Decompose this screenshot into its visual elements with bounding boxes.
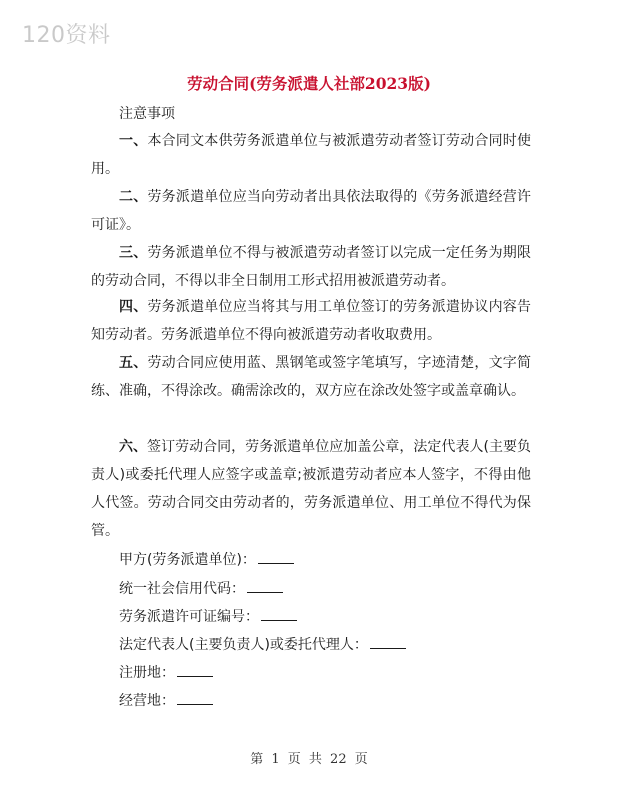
field-label: 甲方(劳务派遣单位)： (119, 552, 256, 568)
fill-blank[interactable] (258, 549, 294, 564)
field-label: 劳务派遣许可证编号： (119, 609, 259, 625)
watermark: 120资料 (22, 23, 111, 48)
note-text: 本合同文本供劳务派遣单位与被派遣劳动者签订劳动合同时使用。 (91, 133, 532, 177)
note-text: 签订劳动合同，劳务派遣单位应加盖公章，法定代表人(主要负责人)或委托代理人应签字或盖章;被派遣劳动者应本人签字，不得由他人代签。劳动合同交由劳动者的，劳务派遣单位、用工单位不得代为保管。 (91, 439, 532, 539)
note-paragraph (91, 433, 531, 545)
field-license-number (119, 606, 297, 626)
note-number: 一、 (119, 133, 148, 149)
field-business-address (119, 690, 213, 710)
document-title: 劳动合同(劳务派遣人社部2023版) (187, 74, 431, 93)
field-label: 经营地： (119, 693, 175, 709)
fill-blank[interactable] (247, 578, 283, 593)
fill-blank[interactable] (370, 634, 406, 649)
note-paragraph (91, 183, 531, 239)
field-legal-representative (119, 634, 406, 654)
field-label: 法定代表人(主要负责人)或委托代理人： (119, 637, 368, 653)
note-number: 二、 (119, 189, 148, 205)
note-number: 六、 (119, 439, 148, 455)
note-text: 劳务派遣单位不得与被派遣劳动者签订以完成一定任务为期限的劳动合同，不得以非全日制用工形式招用被派遣劳动者。 (91, 245, 532, 289)
note-paragraph (91, 293, 531, 349)
field-label: 统一社会信用代码： (119, 581, 245, 597)
note-number: 五、 (119, 355, 148, 371)
note-text: 劳务派遣单位应当将其与用工单位签订的劳务派遣协议内容告知劳动者。劳务派遣单位不得向被派遣劳动者收取费用。 (91, 299, 532, 343)
note-text: 劳务派遣单位应当向劳动者出具依法取得的《劳务派遣经营许可证》。 (91, 189, 532, 233)
field-credit-code (119, 578, 283, 598)
note-text: 劳动合同应使用蓝、黑钢笔或签字笔填写，字迹清楚，文字简练、准确，不得涂改。确需涂改的，双方应在涂改处签字或盖章确认。 (91, 355, 532, 399)
note-paragraph (91, 349, 531, 405)
note-number: 三、 (119, 245, 148, 261)
field-party-a (119, 549, 294, 569)
field-label: 注册地： (119, 665, 175, 681)
fill-blank[interactable] (261, 606, 297, 621)
note-number: 四、 (119, 299, 148, 315)
fill-blank[interactable] (177, 690, 213, 705)
notes-heading: 注意事项 (119, 106, 175, 122)
note-paragraph (91, 127, 531, 183)
field-registered-address (119, 662, 213, 682)
fill-blank[interactable] (177, 662, 213, 677)
page-footer: 第 1 页 共 22 页 (250, 752, 368, 767)
note-paragraph (91, 239, 531, 295)
